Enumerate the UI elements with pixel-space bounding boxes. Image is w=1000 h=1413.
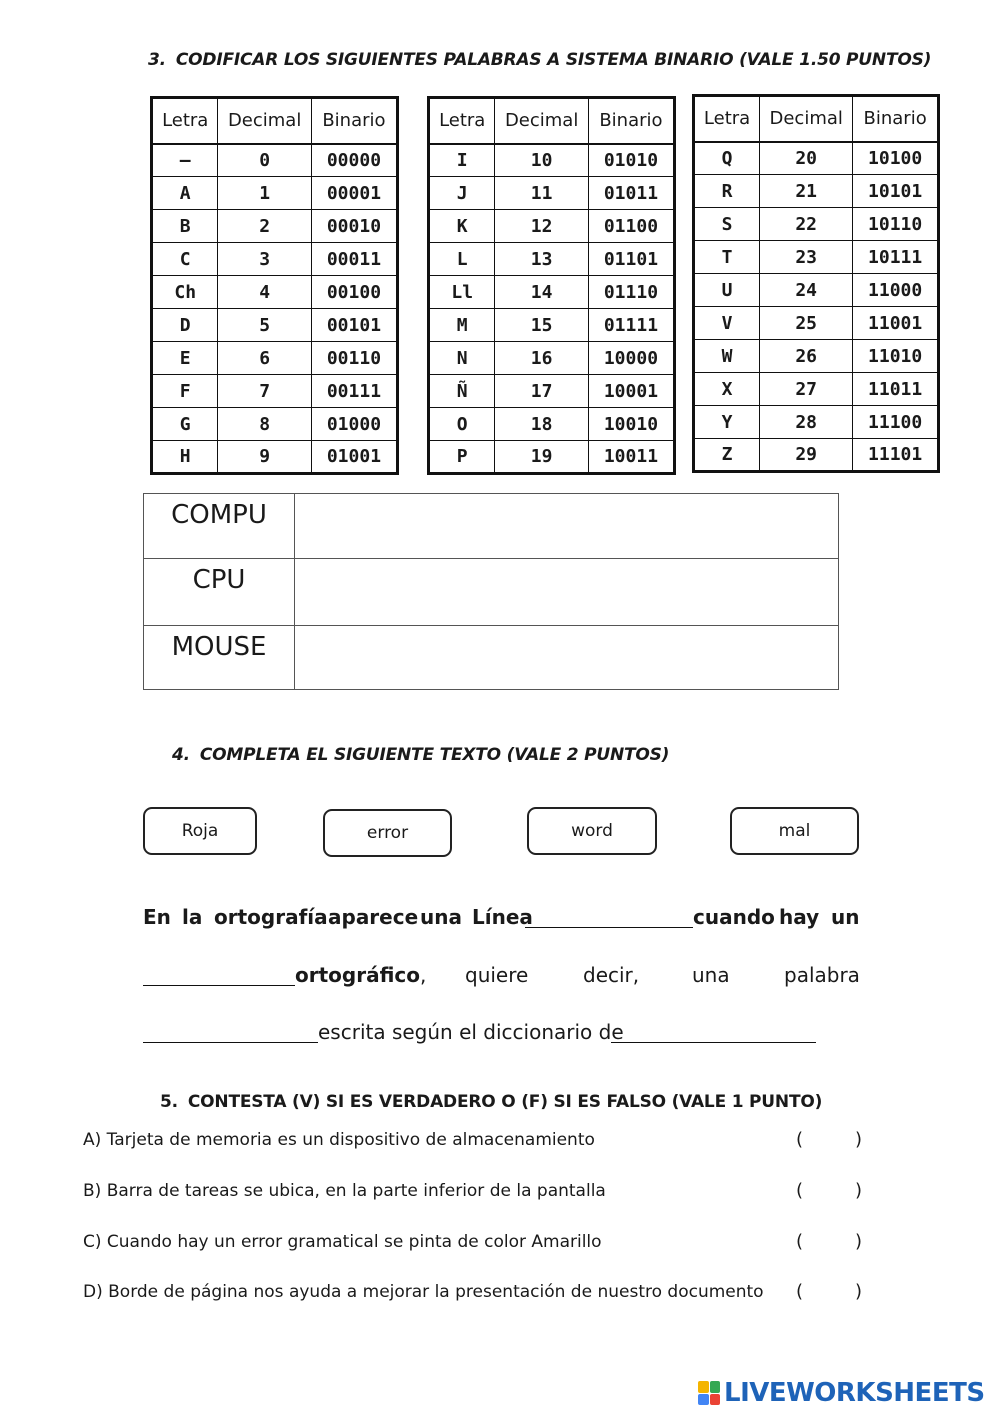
cell-decimal: 13 bbox=[495, 243, 588, 276]
para1-w7: cuando bbox=[693, 905, 775, 929]
cell-binary: 10010 bbox=[588, 408, 674, 441]
tf-answer-b[interactable] bbox=[806, 1180, 854, 1202]
cell-decimal: 1 bbox=[218, 177, 311, 210]
liveworksheets-mark-icon bbox=[698, 1381, 720, 1405]
binary-table-2 bbox=[427, 96, 676, 475]
tf-answer-c[interactable] bbox=[806, 1231, 854, 1253]
section4-heading bbox=[172, 745, 669, 765]
cell-binary: 00001 bbox=[311, 177, 397, 210]
word-mouse: MOUSE bbox=[144, 626, 295, 690]
cell-decimal: 24 bbox=[760, 274, 853, 307]
table-row bbox=[152, 342, 398, 375]
table-row bbox=[152, 144, 398, 177]
table-row bbox=[429, 276, 675, 309]
table-row bbox=[152, 276, 398, 309]
cell-letter: M bbox=[429, 309, 495, 342]
cell-binary: 01101 bbox=[588, 243, 674, 276]
cell-binary: 10100 bbox=[853, 142, 939, 175]
cell-binary: 00010 bbox=[311, 210, 397, 243]
table-header: Letra bbox=[429, 98, 495, 144]
cell-letter: V bbox=[694, 307, 760, 340]
cell-binary: 01011 bbox=[588, 177, 674, 210]
cell-letter: G bbox=[152, 408, 218, 441]
cell-decimal: 12 bbox=[495, 210, 588, 243]
para1-w9: un bbox=[831, 905, 860, 929]
tf-open-c: ( bbox=[796, 1231, 804, 1252]
cell-letter: Y bbox=[694, 406, 760, 439]
blank-4[interactable] bbox=[611, 1041, 816, 1043]
cell-decimal: 10 bbox=[495, 144, 588, 177]
cell-letter: O bbox=[429, 408, 495, 441]
cell-letter: S bbox=[694, 208, 760, 241]
cell-letter: Ll bbox=[429, 276, 495, 309]
table-row bbox=[429, 177, 675, 210]
table-row bbox=[694, 406, 939, 439]
table-row bbox=[694, 307, 939, 340]
cell-decimal: 2 bbox=[218, 210, 311, 243]
cell-binary: 00110 bbox=[311, 342, 397, 375]
cell-letter: Q bbox=[694, 142, 760, 175]
tf-item-a: A) Tarjeta de memoria es un dispositivo de almacenamiento bbox=[83, 1130, 595, 1150]
table-header: Letra bbox=[152, 98, 218, 144]
table-header: Binario bbox=[853, 96, 939, 142]
para1-w2: la bbox=[182, 905, 203, 929]
tf-item-d: D) Borde de página nos ayuda a mejorar la presentación de nuestro documento bbox=[83, 1282, 764, 1302]
word-compu: COMPU bbox=[144, 494, 295, 559]
section3-heading bbox=[148, 50, 931, 70]
cell-letter: H bbox=[152, 441, 218, 474]
para2-palabra: palabra bbox=[784, 963, 860, 987]
para1-w3: ortografía bbox=[214, 905, 328, 929]
table-header: Decimal bbox=[760, 96, 853, 142]
table-row bbox=[694, 439, 939, 472]
section3-title: CODIFICAR LOS SIGUIENTES PALABRAS A SISTEMA BINARIO (VALE 1.50 PUNTOS) bbox=[175, 50, 932, 70]
para2-comma: , bbox=[420, 963, 427, 987]
tf-close-b: ) bbox=[855, 1180, 863, 1201]
table-row bbox=[429, 144, 675, 177]
cell-binary: 01010 bbox=[588, 144, 674, 177]
cell-decimal: 28 bbox=[760, 406, 853, 439]
cell-decimal: 4 bbox=[218, 276, 311, 309]
section4-title: COMPLETA EL SIGUIENTE TEXTO (VALE 2 PUNTOS) bbox=[199, 745, 670, 765]
table-row bbox=[429, 309, 675, 342]
cell-binary: 11100 bbox=[853, 406, 939, 439]
table-row bbox=[429, 243, 675, 276]
table-row bbox=[152, 210, 398, 243]
binary-table-1 bbox=[150, 96, 399, 475]
word-bank-error[interactable]: error bbox=[323, 809, 452, 857]
cell-binary: 10101 bbox=[853, 175, 939, 208]
cell-decimal: 7 bbox=[218, 375, 311, 408]
table-row bbox=[694, 142, 939, 175]
section3-number: 3. bbox=[148, 50, 166, 70]
cell-binary: 11101 bbox=[853, 439, 939, 472]
table-row bbox=[152, 243, 398, 276]
table-header: Letra bbox=[694, 96, 760, 142]
liveworksheets-brand: LIVEWORKSHEETS bbox=[724, 1378, 985, 1408]
table-row bbox=[694, 373, 939, 406]
section4-number: 4. bbox=[172, 745, 190, 765]
cell-decimal: 20 bbox=[760, 142, 853, 175]
cell-binary: 10000 bbox=[588, 342, 674, 375]
cell-decimal: 3 bbox=[218, 243, 311, 276]
cell-letter: Ch bbox=[152, 276, 218, 309]
cell-letter: P bbox=[429, 441, 495, 474]
cell-decimal: 27 bbox=[760, 373, 853, 406]
cell-letter: Z bbox=[694, 439, 760, 472]
cell-letter: A bbox=[152, 177, 218, 210]
section5-heading bbox=[160, 1092, 822, 1112]
section5-number: 5. bbox=[160, 1092, 178, 1112]
table-header: Binario bbox=[311, 98, 397, 144]
table-row bbox=[152, 177, 398, 210]
cell-binary: 10111 bbox=[853, 241, 939, 274]
tf-item-b: B) Barra de tareas se ubica, en la parte inferior de la pantalla bbox=[83, 1181, 606, 1201]
cell-letter: C bbox=[152, 243, 218, 276]
table-row bbox=[694, 241, 939, 274]
para2-quiere: quiere bbox=[465, 963, 529, 987]
cell-decimal: 26 bbox=[760, 340, 853, 373]
tf-close-d: ) bbox=[855, 1281, 863, 1302]
binary-table-3 bbox=[692, 94, 940, 473]
para1-w8: hay bbox=[779, 905, 820, 929]
cell-decimal: 11 bbox=[495, 177, 588, 210]
cell-decimal: 16 bbox=[495, 342, 588, 375]
answer-mouse[interactable] bbox=[295, 626, 839, 690]
cell-binary: 00101 bbox=[311, 309, 397, 342]
cell-letter: J bbox=[429, 177, 495, 210]
cell-decimal: 8 bbox=[218, 408, 311, 441]
table-header: Decimal bbox=[218, 98, 311, 144]
table-row bbox=[152, 309, 398, 342]
cell-binary: 11001 bbox=[853, 307, 939, 340]
encode-words-table bbox=[143, 493, 839, 690]
tf-close-a: ) bbox=[855, 1129, 863, 1150]
section5-title: CONTESTA (V) SI ES VERDADERO O (F) SI ES FALSO (VALE 1 PUNTO) bbox=[187, 1092, 823, 1112]
cell-decimal: 19 bbox=[495, 441, 588, 474]
tf-open-d: ( bbox=[796, 1281, 804, 1302]
cell-binary: 00011 bbox=[311, 243, 397, 276]
cell-decimal: 5 bbox=[218, 309, 311, 342]
word-bank-mal[interactable]: mal bbox=[730, 807, 859, 855]
cell-letter: F bbox=[152, 375, 218, 408]
table-row bbox=[429, 375, 675, 408]
cell-decimal: 9 bbox=[218, 441, 311, 474]
word-bank-word[interactable]: word bbox=[527, 807, 657, 855]
tf-item-c: C) Cuando hay un error gramatical se pinta de color Amarillo bbox=[83, 1232, 602, 1252]
table-row bbox=[694, 340, 939, 373]
cell-letter: W bbox=[694, 340, 760, 373]
cell-letter: E bbox=[152, 342, 218, 375]
cell-letter: R bbox=[694, 175, 760, 208]
word-cpu: CPU bbox=[144, 559, 295, 626]
cell-binary: 01001 bbox=[311, 441, 397, 474]
cell-binary: 01110 bbox=[588, 276, 674, 309]
cell-letter: D bbox=[152, 309, 218, 342]
cell-decimal: 15 bbox=[495, 309, 588, 342]
cell-letter: X bbox=[694, 373, 760, 406]
para1-w5: una bbox=[420, 905, 462, 929]
cell-binary: 10110 bbox=[853, 208, 939, 241]
cell-letter: U bbox=[694, 274, 760, 307]
blank-2[interactable] bbox=[143, 984, 295, 986]
tf-answer-a[interactable] bbox=[806, 1129, 854, 1151]
para1-w6: Línea bbox=[472, 905, 533, 929]
cell-decimal: 6 bbox=[218, 342, 311, 375]
table-row bbox=[152, 408, 398, 441]
blank-1[interactable] bbox=[525, 926, 693, 928]
cell-binary: 10001 bbox=[588, 375, 674, 408]
cell-decimal: 25 bbox=[760, 307, 853, 340]
para3-text: escrita según el diccionario de bbox=[318, 1020, 624, 1044]
cell-binary: 01111 bbox=[588, 309, 674, 342]
answer-compu[interactable] bbox=[295, 494, 839, 559]
table-row bbox=[694, 208, 939, 241]
cell-binary: 10011 bbox=[588, 441, 674, 474]
cell-letter: B bbox=[152, 210, 218, 243]
table-row bbox=[152, 375, 398, 408]
cell-decimal: 23 bbox=[760, 241, 853, 274]
table-row bbox=[694, 274, 939, 307]
cell-letter: — bbox=[152, 144, 218, 177]
table-row bbox=[429, 342, 675, 375]
tf-open-a: ( bbox=[796, 1129, 804, 1150]
para2-decir: decir, bbox=[583, 963, 640, 987]
table-header: Decimal bbox=[495, 98, 588, 144]
cell-binary: 11010 bbox=[853, 340, 939, 373]
word-bank-roja[interactable]: Roja bbox=[143, 807, 257, 855]
cell-letter: L bbox=[429, 243, 495, 276]
cell-decimal: 0 bbox=[218, 144, 311, 177]
cell-decimal: 29 bbox=[760, 439, 853, 472]
para2-ortografico: ortográfico bbox=[295, 963, 420, 987]
cell-decimal: 18 bbox=[495, 408, 588, 441]
table-row bbox=[429, 441, 675, 474]
para1-w4: aparece bbox=[328, 905, 419, 929]
cell-decimal: 22 bbox=[760, 208, 853, 241]
para2-text bbox=[295, 963, 426, 987]
cell-decimal: 17 bbox=[495, 375, 588, 408]
liveworksheets-logo bbox=[698, 1378, 985, 1408]
cell-binary: 00111 bbox=[311, 375, 397, 408]
cell-letter: Ñ bbox=[429, 375, 495, 408]
table-row bbox=[152, 441, 398, 474]
table-row bbox=[429, 408, 675, 441]
cell-binary: 11011 bbox=[853, 373, 939, 406]
table-row bbox=[429, 210, 675, 243]
table-header: Binario bbox=[588, 98, 674, 144]
cell-binary: 01100 bbox=[588, 210, 674, 243]
cell-letter: I bbox=[429, 144, 495, 177]
cell-binary: 00100 bbox=[311, 276, 397, 309]
cell-binary: 00000 bbox=[311, 144, 397, 177]
cell-binary: 01000 bbox=[311, 408, 397, 441]
para2-una: una bbox=[692, 963, 730, 987]
cell-letter: T bbox=[694, 241, 760, 274]
table-row bbox=[694, 175, 939, 208]
answer-cpu[interactable] bbox=[295, 559, 839, 626]
blank-3[interactable] bbox=[143, 1041, 318, 1043]
tf-close-c: ) bbox=[855, 1231, 863, 1252]
cell-decimal: 14 bbox=[495, 276, 588, 309]
cell-decimal: 21 bbox=[760, 175, 853, 208]
tf-open-b: ( bbox=[796, 1180, 804, 1201]
para1-w1: En bbox=[143, 905, 171, 929]
cell-letter: K bbox=[429, 210, 495, 243]
tf-answer-d[interactable] bbox=[806, 1281, 854, 1303]
cell-binary: 11000 bbox=[853, 274, 939, 307]
cell-letter: N bbox=[429, 342, 495, 375]
